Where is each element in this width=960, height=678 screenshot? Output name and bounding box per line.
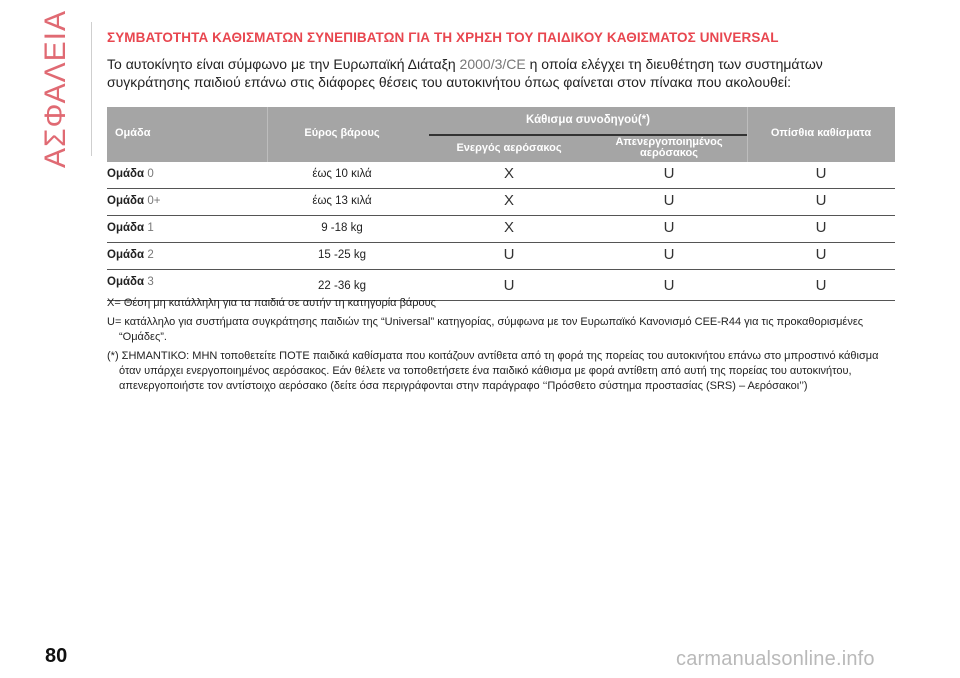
row-group — [107, 276, 154, 288]
intro-line-2: συγκράτησης παιδιού επάνω στις διάφορες θέσεις του αυτοκινήτου όπως φαίνεται στον πίνακα που ακολουθεί: — [107, 74, 792, 90]
note-u-line-1: U= κατάλληλο για συστήματα συγκράτησης παιδιών της “Universal” κατηγορίας, σύμφωνα με τον Ευρωπαϊκό Κανονισμό CEE-R44 για τις προκαθορισμένες — [107, 316, 864, 328]
header-deactivated-line-1: Απενεργοποιημένος — [615, 136, 723, 148]
note-u — [107, 315, 907, 345]
header-deactivated-airbag — [589, 137, 749, 159]
directive-ref: 2000/3/CE — [459, 56, 526, 72]
header-deactivated-line-2: αερόσακος — [639, 147, 698, 159]
row-deactivated-airbag: U — [663, 277, 675, 294]
page-number: 80 — [45, 645, 68, 667]
row-rear-seats: U — [815, 246, 827, 263]
row-deactivated-airbag: U — [663, 219, 675, 236]
note-important-line-1: (*) ΣΗΜΑΝΤΙΚΟ: ΜΗΝ τοποθετείτε ΠΟΤΕ παιδικά καθίσματα που κοιτάζουν αντίθετα από τη φορά της πορείας του αυτοκινήτου επάνω στο μπροστινό κάθισμα — [107, 350, 879, 362]
group-number: 0+ — [147, 195, 161, 207]
group-label: Ομάδα — [107, 222, 145, 234]
table-body — [107, 162, 895, 301]
note-u-line-2: “Ομάδες”. — [119, 331, 167, 343]
row-group — [107, 222, 154, 234]
row-weight: έως 10 κιλά — [312, 168, 372, 180]
row-weight: 9 -18 kg — [321, 222, 363, 234]
group-label: Ομάδα — [107, 168, 145, 180]
row-rear-seats: U — [815, 165, 827, 182]
intro-line-1 — [107, 55, 887, 73]
note-important-line-3: απενεργοποιήστε τον αντίστοιχο αερόσακο (δείτε όσα περιγράφονται στην παράγραφο ‘‘Πρόσθετο σύστημα προστασίας (SRS) – Αερόσακοι’’) — [119, 380, 808, 392]
header-active-airbag: Ενεργός αερόσακος — [456, 142, 562, 154]
row-active-airbag: U — [503, 246, 515, 263]
row-deactivated-airbag: U — [663, 165, 675, 182]
row-active-airbag: X — [503, 219, 514, 236]
intro-paragraph — [107, 55, 887, 91]
row-rear-seats: U — [815, 219, 827, 236]
header-col-divider — [747, 107, 748, 162]
group-label: Ομάδα — [107, 195, 145, 207]
row-active-airbag: X — [503, 192, 514, 209]
row-active-airbag: X — [503, 165, 514, 182]
header-col-divider — [267, 107, 268, 162]
row-active-airbag: U — [503, 277, 515, 294]
row-group — [107, 168, 154, 180]
group-number: 1 — [147, 222, 154, 234]
watermark: carmanualsonline.info — [676, 648, 875, 670]
group-number: 0 — [147, 168, 154, 180]
row-weight: 22 -36 kg — [318, 280, 366, 292]
table-row — [107, 162, 895, 189]
header-weight-range: Εύρος βάρους — [304, 127, 380, 139]
table-notes — [107, 296, 907, 398]
row-weight: 15 -25 kg — [318, 249, 366, 261]
table-row — [107, 243, 895, 270]
note-x — [107, 296, 907, 311]
header-passenger-seat: Κάθισμα συνοδηγού(*) — [526, 114, 650, 126]
section-side-label — [26, 9, 86, 169]
row-deactivated-airbag: U — [663, 246, 675, 263]
group-number: 3 — [147, 276, 154, 288]
intro-text-2: η οποία ελέγχει τη διευθέτηση των συστημάτων — [525, 56, 823, 72]
table-row — [107, 189, 895, 216]
header-rear-seats: Οπίσθια καθίσματα — [770, 127, 872, 139]
note-important-line-2: όταν υπάρχει ενεργοποιημένος αερόσακος. Εάν θέλετε να τοποθετήσετε ένα παιδικό κάθισμα με φορά αντίθετη από αυτή της πορείας του αυτοκινήτου, — [119, 365, 852, 377]
group-label: Ομάδα — [107, 276, 145, 288]
row-group — [107, 249, 154, 261]
header-group: Ομάδα — [115, 127, 151, 139]
row-rear-seats: U — [815, 277, 827, 294]
table-row — [107, 216, 895, 243]
table-header — [107, 107, 895, 162]
side-divider — [91, 22, 92, 156]
section-label-text: ΑΣΦΑΛΕΙΑ — [39, 9, 72, 169]
row-rear-seats: U — [815, 192, 827, 209]
row-weight: έως 13 κιλά — [312, 195, 372, 207]
note-important — [107, 349, 907, 394]
intro-text-1: Το αυτοκίνητο είναι σύμφωνο με την Ευρωπαϊκή Διάταξη — [107, 56, 460, 72]
row-deactivated-airbag: U — [663, 192, 675, 209]
group-label: Ομάδα — [107, 249, 145, 261]
group-number: 2 — [147, 249, 154, 261]
section-heading: ΣΥΜΒΑΤΟΤΗΤΑ ΚΑΘΙΣΜΑΤΩΝ ΣΥΝΕΠΙΒΑΤΩΝ ΓΙΑ ΤΗ ΧΡΗΣΗ ΤΟΥ ΠΑΙΔΙΚΟΥ ΚΑΘΙΣΜΑΤΟΣ UNIVERSAL — [107, 30, 779, 45]
note-x-text: X= Θέση μη κατάλληλη για τα παιδιά σε αυτήν τη κατηγορία βάρους — [107, 297, 436, 309]
row-group — [107, 195, 160, 207]
